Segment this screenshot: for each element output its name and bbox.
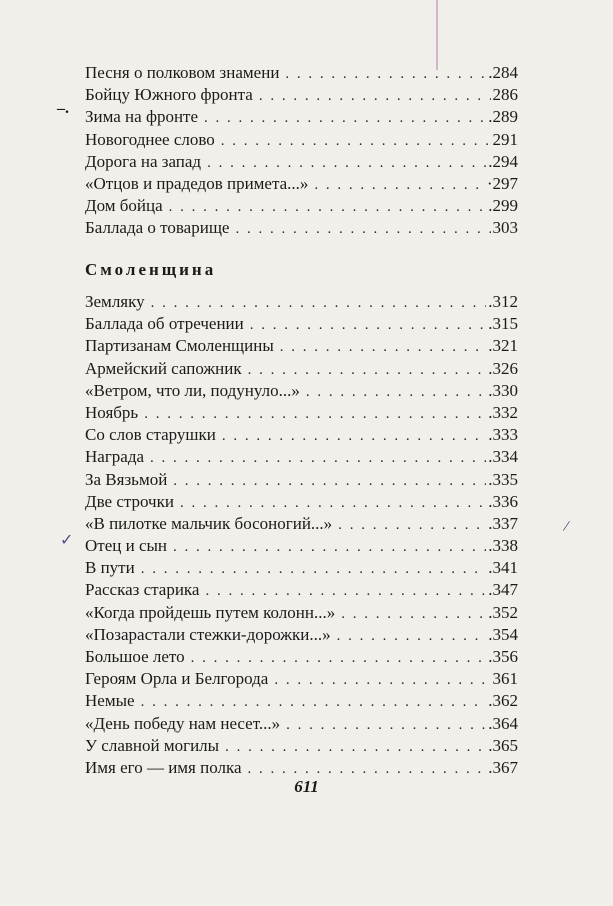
toc-entry-page: .289 [488, 107, 518, 127]
toc-entry-page: .336 [488, 491, 518, 511]
toc-entry-title: В пути [85, 558, 135, 578]
toc-entry [85, 217, 518, 239]
section-heading: Смоленщина [85, 260, 217, 279]
dot-leader [248, 359, 487, 381]
toc-entry-page: ·297 [486, 173, 518, 193]
toc-entry-page: .330 [488, 380, 518, 400]
toc-entry [85, 129, 518, 151]
toc-entry-title: Со слов старушки [85, 425, 216, 445]
toc-entry-page: .356 [488, 647, 518, 666]
toc-entry-title: Отец и сын [85, 536, 168, 556]
toc-entry-page: .362 [488, 691, 518, 711]
toc-entry-page: .334 [488, 447, 518, 467]
dot-leader [337, 625, 487, 647]
toc-entry-page: .299 [488, 196, 518, 216]
toc-entry-title: У славной могилы [85, 735, 220, 755]
margin-dash-mark: –. [57, 100, 69, 117]
toc-entry-page: .364 [488, 713, 518, 733]
dot-leader [173, 536, 486, 558]
toc-entry-title: Зима на фронте [85, 107, 199, 127]
toc-entry-title: Немые [85, 691, 135, 711]
page-number: 611 [294, 777, 319, 796]
dot-leader [150, 447, 486, 469]
toc-entry-title: «Ветром, что ли, подунуло...» [85, 380, 300, 400]
toc-entry [85, 424, 518, 446]
margin-stroke-mark: / [562, 517, 571, 536]
toc-entry-page: .333 [488, 425, 518, 445]
dot-leader [151, 292, 487, 314]
dot-leader [259, 85, 491, 107]
toc-entry [85, 358, 518, 380]
toc-entry-page: .338 [488, 536, 518, 556]
toc-entry [85, 446, 518, 468]
toc-entry-page: .341 [488, 558, 518, 578]
dot-leader [338, 514, 486, 536]
toc-entry [85, 84, 518, 106]
dot-leader [180, 492, 486, 514]
margin-line [436, 0, 438, 70]
dot-leader [250, 314, 487, 336]
toc-entry [85, 380, 518, 402]
toc-entry-title: Баллада об отречении [85, 314, 244, 334]
toc-entry-page: .321 [488, 336, 518, 356]
dot-leader [141, 691, 487, 713]
toc-entry-title: Армейский сапожник [85, 358, 242, 378]
toc-entry-page: .284 [488, 63, 518, 82]
toc-entry-title: «Отцов и прадедов примета...» [85, 173, 309, 193]
toc-entry-title: Имя его — имя полка [85, 757, 242, 777]
toc-entry-page: .294 [488, 151, 518, 171]
toc-entry-title: Ноябрь [85, 402, 139, 422]
toc-entry-page: 286 [492, 85, 518, 105]
toc-entry-title: Большое лето [85, 647, 185, 666]
toc-entry [85, 602, 518, 624]
toc-entry [85, 557, 518, 579]
dot-leader [141, 558, 487, 580]
toc-entry-title: «Позарастали стежки-дорожки...» [85, 624, 331, 644]
toc-entry-title: Баллада о товарище [85, 218, 230, 238]
toc-entry-title: Земляку [85, 292, 145, 311]
toc-entry [85, 62, 518, 84]
dot-leader [225, 736, 486, 758]
toc-entry [85, 757, 518, 779]
dot-leader [280, 336, 487, 358]
toc-entry-title: Героям Орла и Белгорода [85, 669, 269, 689]
toc-entry-title: Дорога на запад [85, 151, 202, 171]
toc-entry-page: .335 [488, 469, 518, 489]
toc-entry-title: За Вязьмой [85, 469, 168, 489]
toc-entry [85, 624, 518, 646]
toc-entry [85, 151, 518, 173]
dot-leader [306, 381, 486, 403]
toc-entry-page: .367 [488, 757, 518, 777]
dot-leader [204, 107, 486, 129]
toc-entry-page: .312 [488, 292, 518, 311]
toc-entry-title: Рассказ старика [85, 580, 200, 600]
toc-entry [85, 469, 518, 491]
dot-leader [314, 174, 484, 196]
toc-entry-page: .347 [488, 580, 518, 600]
toc-entry-title: «В пилотке мальчик босоногий...» [85, 513, 333, 533]
toc-entry [85, 690, 518, 712]
toc-entry-title: Награда [85, 447, 145, 467]
dot-leader [235, 218, 490, 240]
toc-entry-page: .354 [488, 624, 518, 644]
toc-entry [85, 735, 518, 757]
dot-leader [341, 603, 486, 625]
dot-leader [173, 470, 486, 492]
dot-leader [207, 152, 486, 174]
toc-entry [85, 535, 518, 557]
dot-leader [286, 714, 486, 736]
toc-entry [85, 646, 518, 668]
toc-entry-title: Партизанам Смоленщины [85, 336, 274, 356]
dot-leader [221, 130, 491, 152]
toc-entry [85, 579, 518, 601]
toc-entry [85, 713, 518, 735]
dot-leader [191, 647, 487, 669]
toc-entry-title: Песня о полковом знамени [85, 63, 280, 82]
dot-leader [274, 669, 490, 691]
toc-entry [85, 291, 518, 313]
toc-entry-page: 361 [492, 669, 518, 689]
toc-entry-page: .326 [488, 358, 518, 378]
toc-entry-title: «День победу нам несет...» [85, 713, 281, 733]
toc-entry-page: .315 [488, 314, 518, 334]
toc-entry [85, 173, 518, 195]
toc-list-smolenshchina [85, 291, 518, 779]
toc-entry-page: .337 [488, 513, 518, 533]
toc-entry [85, 513, 518, 535]
dot-leader [169, 196, 487, 218]
toc-entry [85, 402, 518, 424]
toc-entry-page: 303 [492, 218, 518, 238]
toc-entry-page: .332 [488, 402, 518, 422]
dot-leader [285, 63, 486, 85]
dot-leader [222, 425, 486, 447]
dot-leader [205, 580, 486, 602]
toc-entry-title: Бойцу Южного фронта [85, 85, 253, 105]
toc-entry-title: «Когда пройдешь путем колонн...» [85, 602, 336, 622]
toc-entry-title: Две строчки [85, 491, 174, 511]
toc-list-main [85, 62, 518, 240]
toc-entry [85, 195, 518, 217]
toc-entry-page: 291 [492, 129, 518, 149]
toc-entry-page: .352 [488, 602, 518, 622]
toc-entry [85, 668, 518, 690]
toc-entry-title: Новогоднее слово [85, 129, 215, 149]
toc-entry [85, 106, 518, 128]
toc-entry [85, 313, 518, 335]
dot-leader [144, 403, 486, 425]
toc-entry-page: .365 [488, 735, 518, 755]
toc-entry [85, 335, 518, 357]
margin-check-mark: ✓ [60, 532, 74, 549]
toc-entry [85, 491, 518, 513]
toc-entry-title: Дом бойца [85, 196, 163, 216]
